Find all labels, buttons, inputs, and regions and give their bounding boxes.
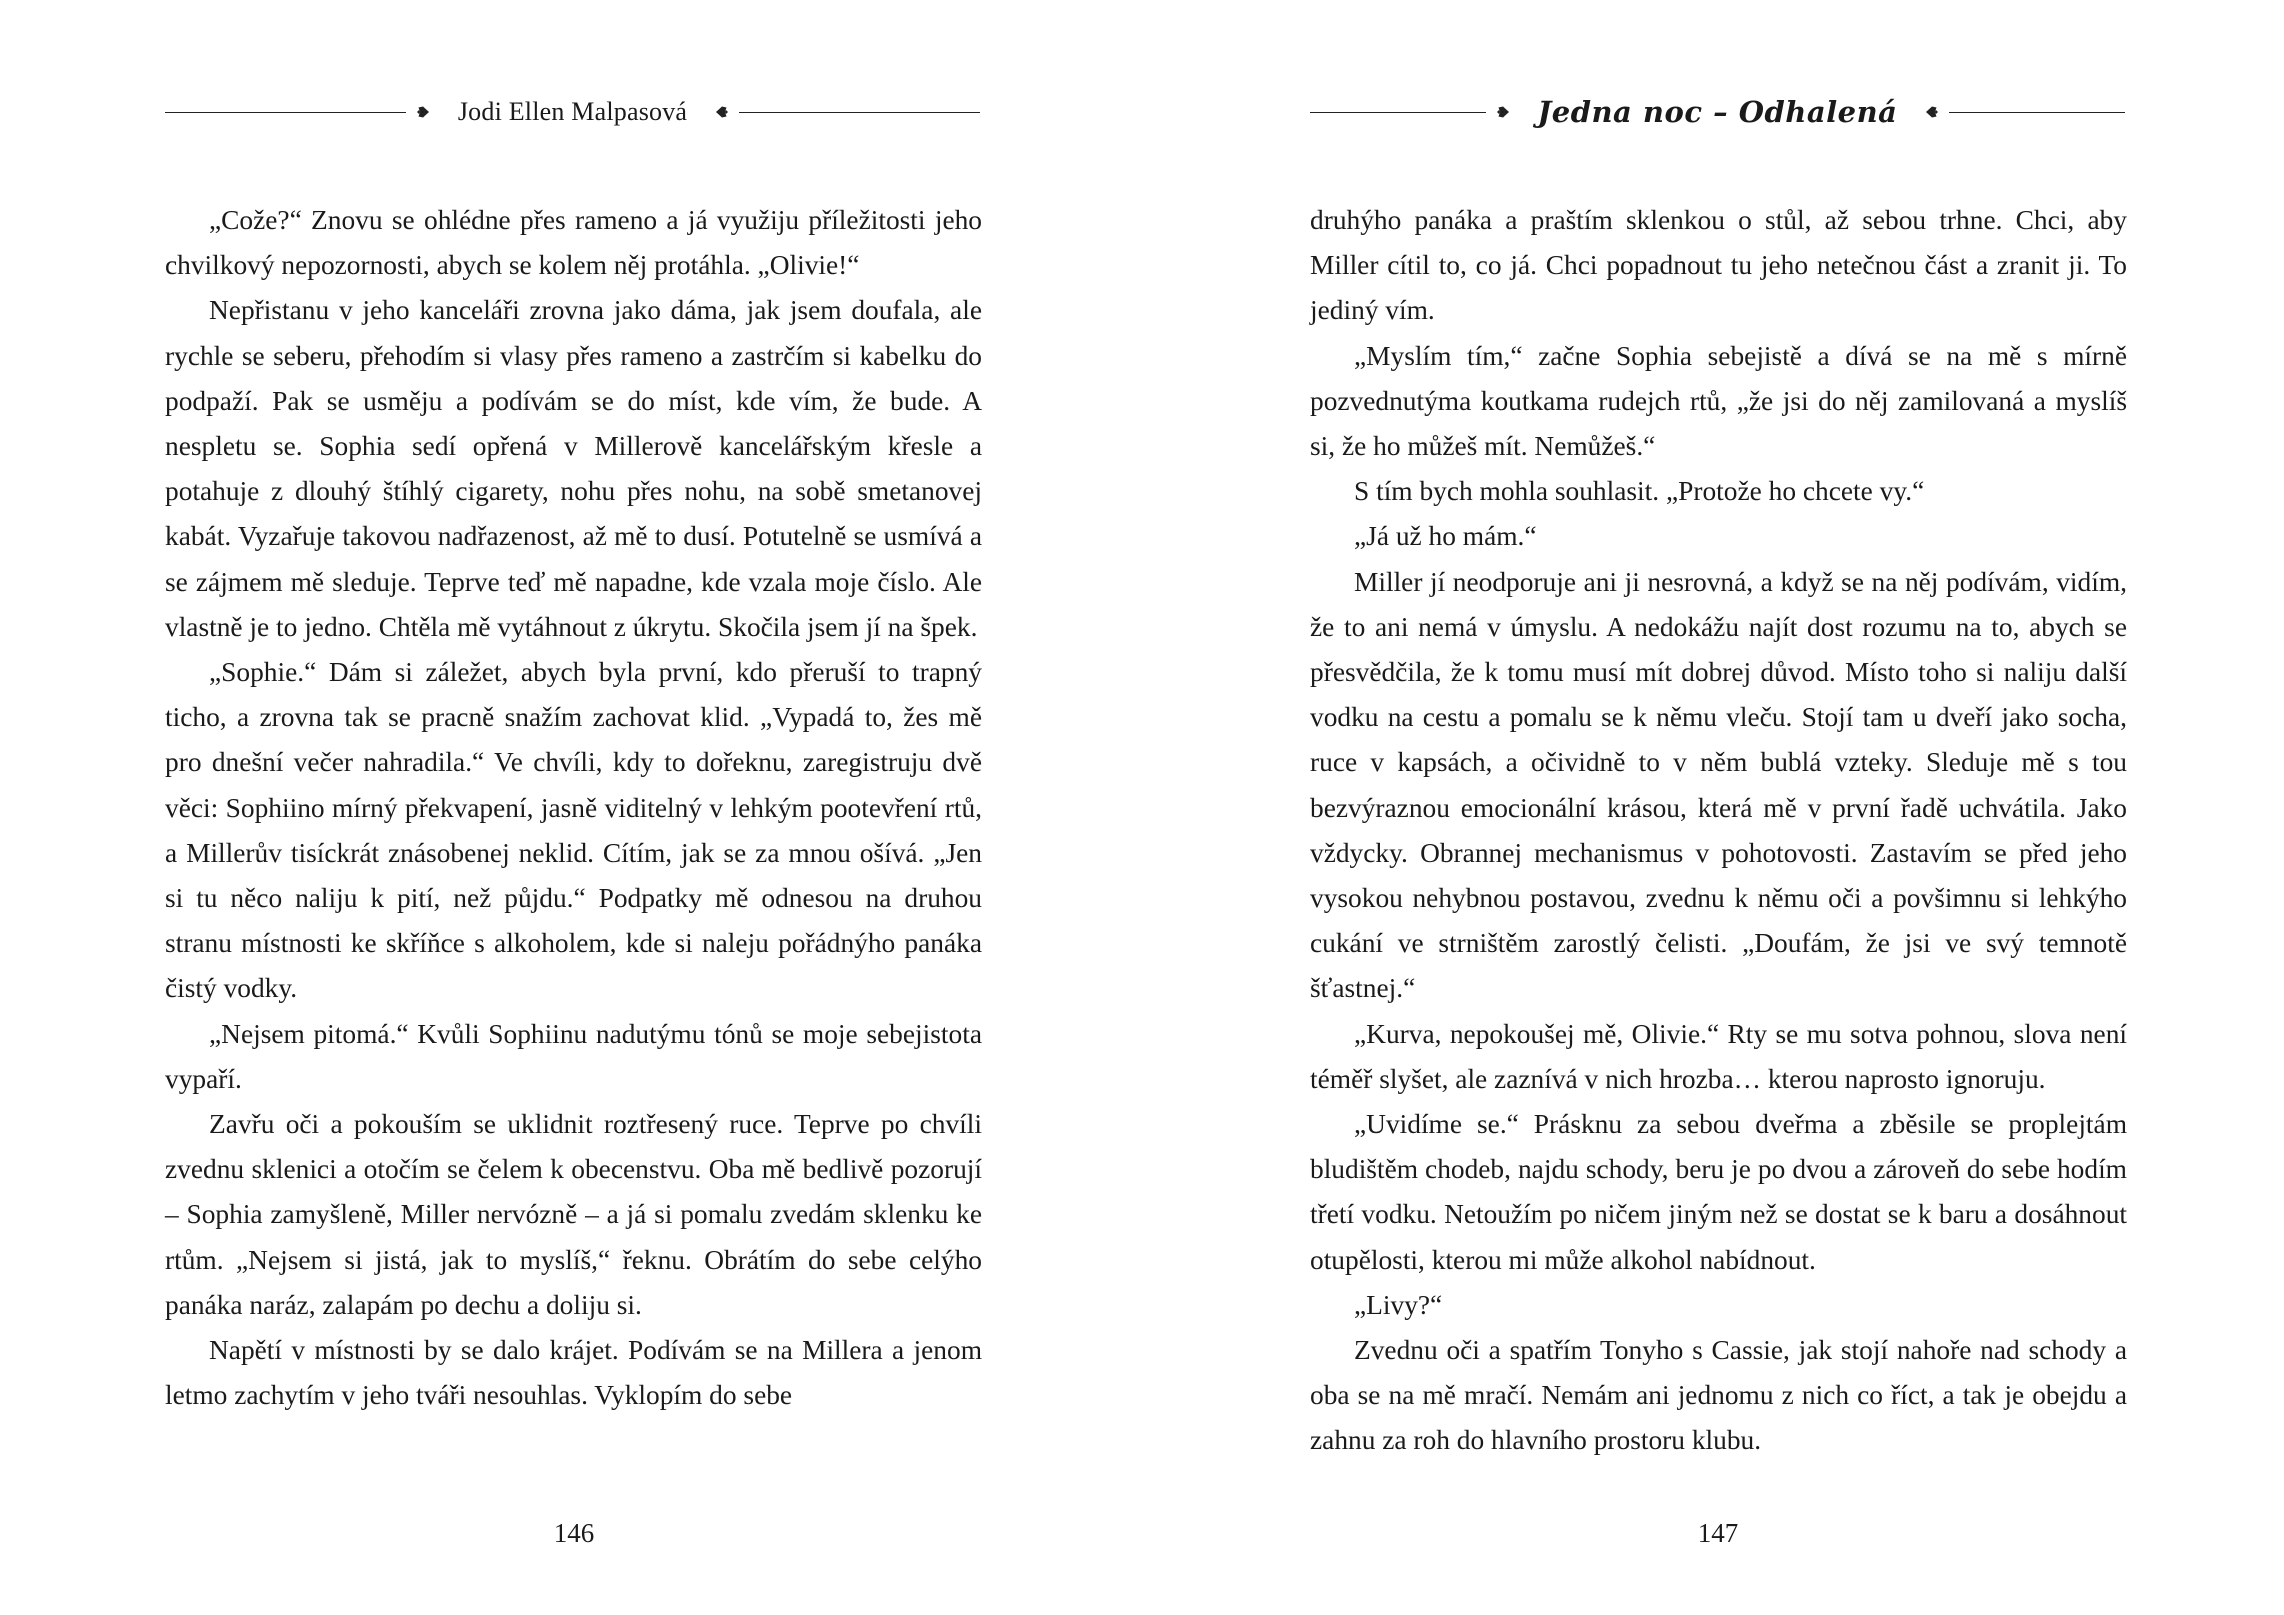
paragraph: Zavřu oči a pokouším se uklidnit roztřesený ruce. Teprve po chvíli zvednu sklenici a otočím se čelem k obecenstvu. Oba mě bedlivě pozorují – Sophia zamyšleně, Miller nervózně – a já si pomalu zvedám sklenku ke rtům. „Nejsem si jistá, jak to myslíš,“ řeknu. Obrátím do sebe celýho panáka naráz, zalapám po dechu a doliju si. xyxy=(165,1109,982,1320)
page-number: 147 xyxy=(1697,1518,1739,1548)
paragraph: Miller jí neodporuje ani ji nesrovná, a když se na něj podívám, vidím, že to ani nemá v úmyslu. A nedokážu najít dost rozumu na to, abych se přesvědčila, že k tomu musí mít dobrej důvod. Místo toho si naliju další vodku na cestu a pomalu se k němu vleču. Stojí tam u dveří jako socha, ruce v kapsách, a očividně to v něm bublá vzteky. Sleduje mě s tou bezvýraznou emocionální krásou, která mě v první řadě uchvátila. Jako vždycky. Obrannej mechanismus v pohotovosti. Zastavím se před jeho vysokou nehybnou postavou, zvednu k němu oči a povšimnu si lehkýho cukání ve strništěm zarostlý čelisti. „Doufám, že jsi ve svý temnotě šťastnej.“ xyxy=(1310,566,2127,1004)
paragraph: druhýho panáka a praštím sklenkou o stůl, až sebou trhne. Chci, aby Miller cítil to, co já. Chci popadnout tu jeho netečnou část a zranit ji. To jediný vím. xyxy=(1310,205,2127,326)
header-rule-left xyxy=(165,112,406,113)
fleuron-left-icon xyxy=(1496,105,1510,119)
book-title: Jedna noc – Odhalená xyxy=(1537,95,1898,129)
paragraph: „Já už ho mám.“ xyxy=(1354,521,1537,552)
right-page xyxy=(1142,0,2284,1615)
right-running-head xyxy=(1310,92,2125,132)
paragraph: Nepřistanu v jeho kanceláři zrovna jako dáma, jak jsem doufala, ale rychle se seberu, přehodím si vlasy přes rameno a zastrčím si kabelku do podpaží. Pak se usměju a podívám se do míst, kde vím, že bude. A nespletu se. Sophia sedí opřená v Millerově kancelářským křesle a potahuje z dlouhý štíhlý cigarety, nohu přes nohu, na sobě smetanovej kabát. Vyzařuje takovou nadřazenost, až mě to dusí. Potutelně se usmívá a se zájmem mě sleduje. Teprve teď mě napadne, kde vzala moje číslo. Ale vlastně je to jedno. Chtěla mě vytáhnout z úkrytu. Skočila jsem jí na špek. xyxy=(165,295,982,642)
left-running-head xyxy=(165,92,980,132)
author-name: Jodi Ellen Malpasová xyxy=(457,97,688,126)
paragraph: „Kurva, nepokoušej mě, Olivie.“ Rty se mu sotva pohnou, slova není téměř slyšet, ale zaznívá v nich hrozba… kterou naprosto ignoruju. xyxy=(1310,1018,2127,1094)
right-body-text xyxy=(1310,198,2127,1464)
fleuron-right-icon xyxy=(715,105,729,119)
paragraph: „Cože?“ Znovu se ohlédne přes rameno a já využiju příležitosti jeho chvilkový nepozornosti, abych se kolem něj protáhla. „Olivie!“ xyxy=(165,205,982,281)
left-body-text xyxy=(165,198,982,1418)
paragraph: Napětí v místnosti by se dalo krájet. Podívám se na Millera a jenom letmo zachytím v jeho tváři nesouhlas. Vyklopím do sebe xyxy=(165,1335,982,1411)
paragraph: „Sophie.“ Dám si záležet, abych byla první, kdo přeruší to trapný ticho, a zrovna tak se pracně snažím zachovat klid. „Vypadá to, žes mě pro dnešní večer nahradila.“ Ve chvíli, kdy to dořeknu, zaregistruju dvě věci: Sophiino mírný překvapení, jasně viditelný v lehkým pootevření rtů, a Millerův tisíckrát znásobenej neklid. Cítím, jak se za mnou ošívá. „Jen si tu něco naliju k pití, než půjdu.“ Podpatky mě odnesou na druhou stranu místnosti ke skříňce s alkoholem, kde si naleju pořádnýho panáka čistý vodky. xyxy=(165,657,982,1004)
paragraph: „Livy?“ xyxy=(1354,1289,1443,1320)
header-rule-right xyxy=(739,112,980,113)
header-rule-right xyxy=(1949,112,2125,113)
paragraph: „Nejsem pitomá.“ Kvůli Sophiinu nadutýmu tónů se moje sebejistota vypaří. xyxy=(165,1018,982,1094)
fleuron-right-icon xyxy=(1925,105,1939,119)
paragraph: Zvednu oči a spatřím Tonyho s Cassie, jak stojí nahoře nad schody a oba se na mě mračí. Nemám ani jednomu z nich co říct, a tak je obejdu a zahnu za roh do hlavního prostoru klubu. xyxy=(1310,1335,2127,1456)
paragraph: „Uvidíme se.“ Prásknu za sebou dveřma a zběsile se proplejtám bludištěm chodeb, najdu schody, beru je po dvou a zároveň do sebe hodím třetí vodku. Netoužím po ničem jiným než se dostat se k baru a dosáhnout otupělosti, kterou mi může alkohol nabídnout. xyxy=(1310,1109,2127,1275)
paragraph: „Myslím tím,“ začne Sophia sebejistě a dívá se na mě s mírně pozvednutýma koutkama rudejch rtů, „že jsi do něj zamilovaná a myslíš si, že ho můžeš mít. Nemůžeš.“ xyxy=(1310,340,2127,462)
paragraph: S tím bych mohla souhlasit. „Protože ho chcete vy.“ xyxy=(1354,476,1925,507)
header-rule-left xyxy=(1310,112,1486,113)
page-number: 146 xyxy=(553,1518,595,1548)
fleuron-left-icon xyxy=(416,105,430,119)
